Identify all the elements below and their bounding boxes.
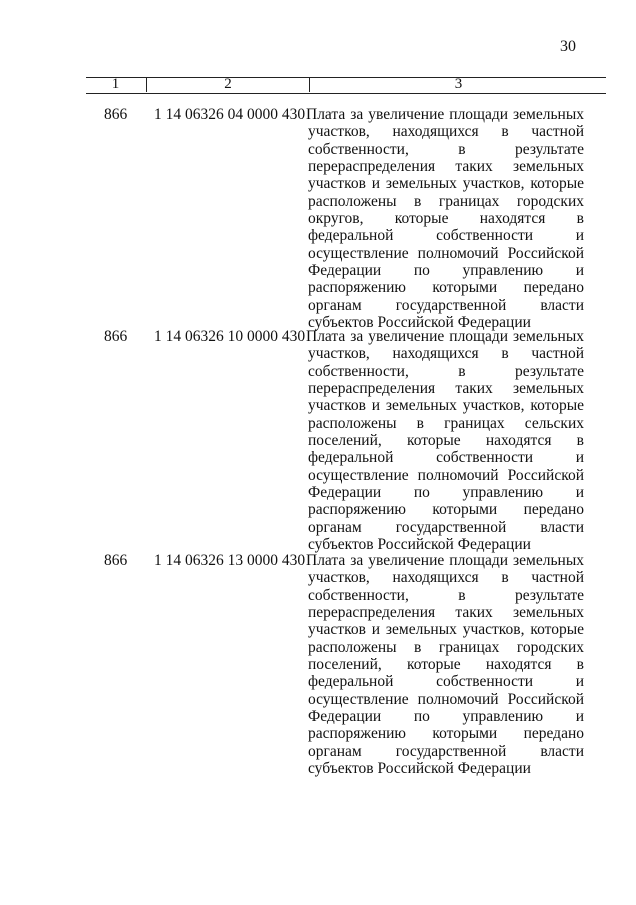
- description-line: участков, находящихся в частной: [308, 569, 584, 587]
- description-line: расположены в границах городских: [308, 638, 584, 656]
- description-line: участков и земельных участков, которые: [308, 175, 584, 193]
- description-line: Федерации по управлению и: [308, 484, 584, 502]
- income-description: [308, 328, 584, 553]
- admin-code: 866: [104, 328, 128, 345]
- description-line: перераспределения таких земельных: [308, 158, 584, 176]
- admin-code: 866: [104, 552, 128, 569]
- description-line: федеральной собственности и: [308, 449, 584, 467]
- description-line: Федерации по управлению и: [308, 708, 584, 726]
- description-line: участков, находящихся в частной: [308, 123, 584, 141]
- description-line: органам государственной власти: [308, 296, 584, 314]
- description-line: собственности, в результате: [308, 362, 584, 380]
- header-col-3: 3: [309, 77, 607, 92]
- description-line: субъектов Российской Федерации: [308, 760, 531, 778]
- income-description: [308, 552, 584, 777]
- description-line: органам государственной власти: [308, 518, 584, 536]
- description-line: федеральной собственности и: [308, 673, 584, 691]
- admin-code: 866: [104, 106, 128, 123]
- description-line: федеральной собственности и: [308, 227, 584, 245]
- budget-classification-code: 1 14 06326 13 0000 430: [154, 552, 306, 569]
- description-line: органам государственной власти: [308, 742, 584, 760]
- header-col-1: 1: [111, 76, 120, 92]
- budget-classification-code: 1 14 06326 04 0000 430: [154, 106, 306, 123]
- description-line: субъектов Российской Федерации: [308, 536, 531, 554]
- description-line: участков и земельных участков, которые: [308, 397, 584, 415]
- description-line: перераспределения таких земельных: [308, 380, 584, 398]
- description-line: расположены в границах городских: [308, 192, 584, 210]
- income-description: [308, 106, 584, 331]
- description-line: Федерации по управлению и: [308, 262, 584, 280]
- description-line: Плата за увеличение площади земельных: [306, 328, 584, 345]
- description-line: Плата за увеличение площади земельных: [306, 552, 584, 569]
- description-line: поселений, которые находятся в: [308, 656, 584, 674]
- description-line: поселений, которые находятся в: [308, 432, 584, 450]
- description-line: собственности, в результате: [308, 586, 584, 604]
- header-col-2: 2: [146, 77, 309, 92]
- description-line: осуществление полномочий Российской: [308, 690, 584, 708]
- description-line: осуществление полномочий Российской: [308, 244, 584, 262]
- budget-classification-code: 1 14 06326 10 0000 430: [154, 328, 306, 345]
- description-line: перераспределения таких земельных: [308, 604, 584, 622]
- description-line: распоряжению которыми передано: [308, 725, 584, 743]
- description-line: расположены в границах сельских: [308, 414, 584, 432]
- table-header: [86, 77, 606, 94]
- description-line: собственности, в результате: [308, 140, 584, 158]
- page-number: 30: [560, 38, 576, 55]
- description-line: Плата за увеличение площади земельных: [306, 106, 584, 123]
- description-line: распоряжению которыми передано: [308, 279, 584, 297]
- description-line: субъектов Российской Федерации: [308, 314, 531, 332]
- description-line: осуществление полномочий Российской: [308, 466, 584, 484]
- description-line: участков, находящихся в частной: [308, 345, 584, 363]
- description-line: участков и земельных участков, которые: [308, 621, 584, 639]
- description-line: округов, которые находятся в: [308, 210, 584, 228]
- description-line: распоряжению которыми передано: [308, 501, 584, 519]
